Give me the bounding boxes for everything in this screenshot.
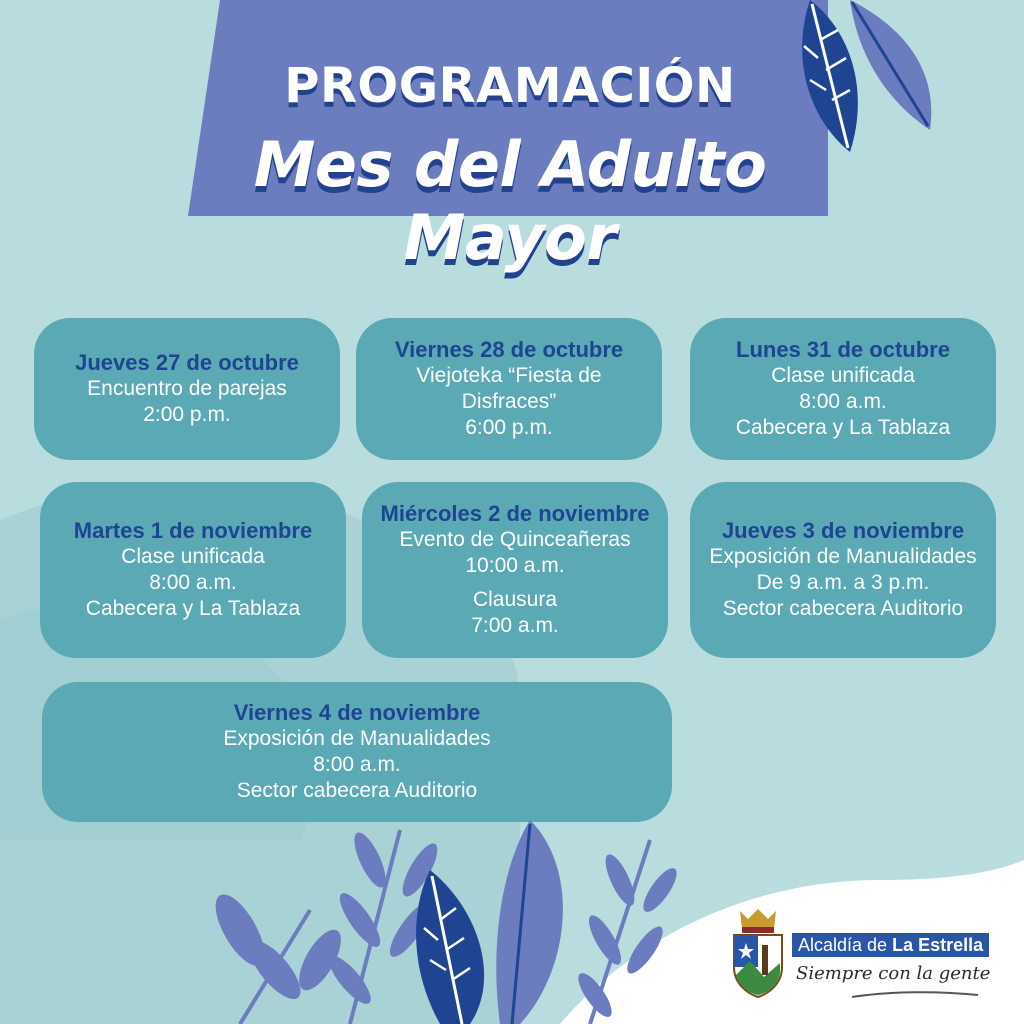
event-line: Cabecera y La Tablaza bbox=[85, 597, 301, 620]
logo-name-bold: La Estrella bbox=[892, 935, 984, 955]
event-line: 10:00 a.m. bbox=[465, 554, 565, 577]
title-mes-adulto-mayor: Mes del Adulto Mayor bbox=[253, 128, 767, 274]
event-day: Jueves 3 de noviembre bbox=[721, 518, 965, 543]
event-line: Evento de Quinceañeras bbox=[399, 528, 631, 551]
event-line: Disfraces” bbox=[461, 390, 557, 413]
event-day: Jueves 27 de octubre bbox=[75, 350, 299, 375]
logo-name-prefix: Alcaldía de bbox=[798, 935, 888, 955]
leaves-icon-bottom bbox=[200, 820, 680, 1024]
event-line: Clase unificada bbox=[121, 545, 265, 568]
event-card-2 bbox=[356, 318, 662, 460]
event-line: Clausura bbox=[472, 588, 558, 611]
event-line: Exposición de Manualidades bbox=[709, 545, 977, 568]
underline-swoosh bbox=[850, 989, 980, 1001]
event-day: Lunes 31 de octubre bbox=[736, 337, 950, 362]
crest-icon bbox=[730, 905, 786, 1001]
event-line: 6:00 p.m. bbox=[465, 416, 553, 439]
event-card-5 bbox=[362, 482, 668, 658]
event-line: 8:00 a.m. bbox=[313, 753, 401, 776]
event-line: Encuentro de parejas bbox=[87, 377, 287, 400]
event-line: 8:00 a.m. bbox=[799, 390, 887, 413]
event-line: Clase unificada bbox=[771, 364, 915, 387]
event-card-4 bbox=[40, 482, 346, 658]
event-day: Viernes 28 de octubre bbox=[394, 337, 624, 362]
event-day: Martes 1 de noviembre bbox=[73, 518, 313, 543]
event-card-3 bbox=[690, 318, 996, 460]
event-line: 8:00 a.m. bbox=[149, 571, 237, 594]
event-line: De 9 a.m. a 3 p.m. bbox=[756, 571, 930, 594]
event-line: 7:00 a.m. bbox=[471, 614, 559, 637]
event-line: Sector cabecera Auditorio bbox=[722, 597, 964, 620]
event-card-7 bbox=[42, 682, 672, 822]
event-day: Viernes 4 de noviembre bbox=[233, 700, 481, 725]
event-day: Miércoles 2 de noviembre bbox=[380, 501, 650, 526]
event-line: Viejoteka “Fiesta de bbox=[416, 364, 602, 387]
event-card-6 bbox=[690, 482, 996, 658]
title-programacion: PROGRAMACIÓN bbox=[284, 58, 736, 114]
logo-slogan: Siempre con la gente bbox=[796, 963, 991, 984]
event-line: Sector cabecera Auditorio bbox=[236, 779, 478, 802]
event-line: 2:00 p.m. bbox=[143, 403, 231, 426]
event-line: Exposición de Manualidades bbox=[223, 727, 491, 750]
event-card-1 bbox=[34, 318, 340, 460]
logo-name bbox=[792, 933, 989, 957]
leaf-icon-top-right bbox=[790, 0, 940, 160]
alcaldia-logo bbox=[730, 905, 990, 1005]
event-line: Cabecera y La Tablaza bbox=[735, 416, 951, 439]
